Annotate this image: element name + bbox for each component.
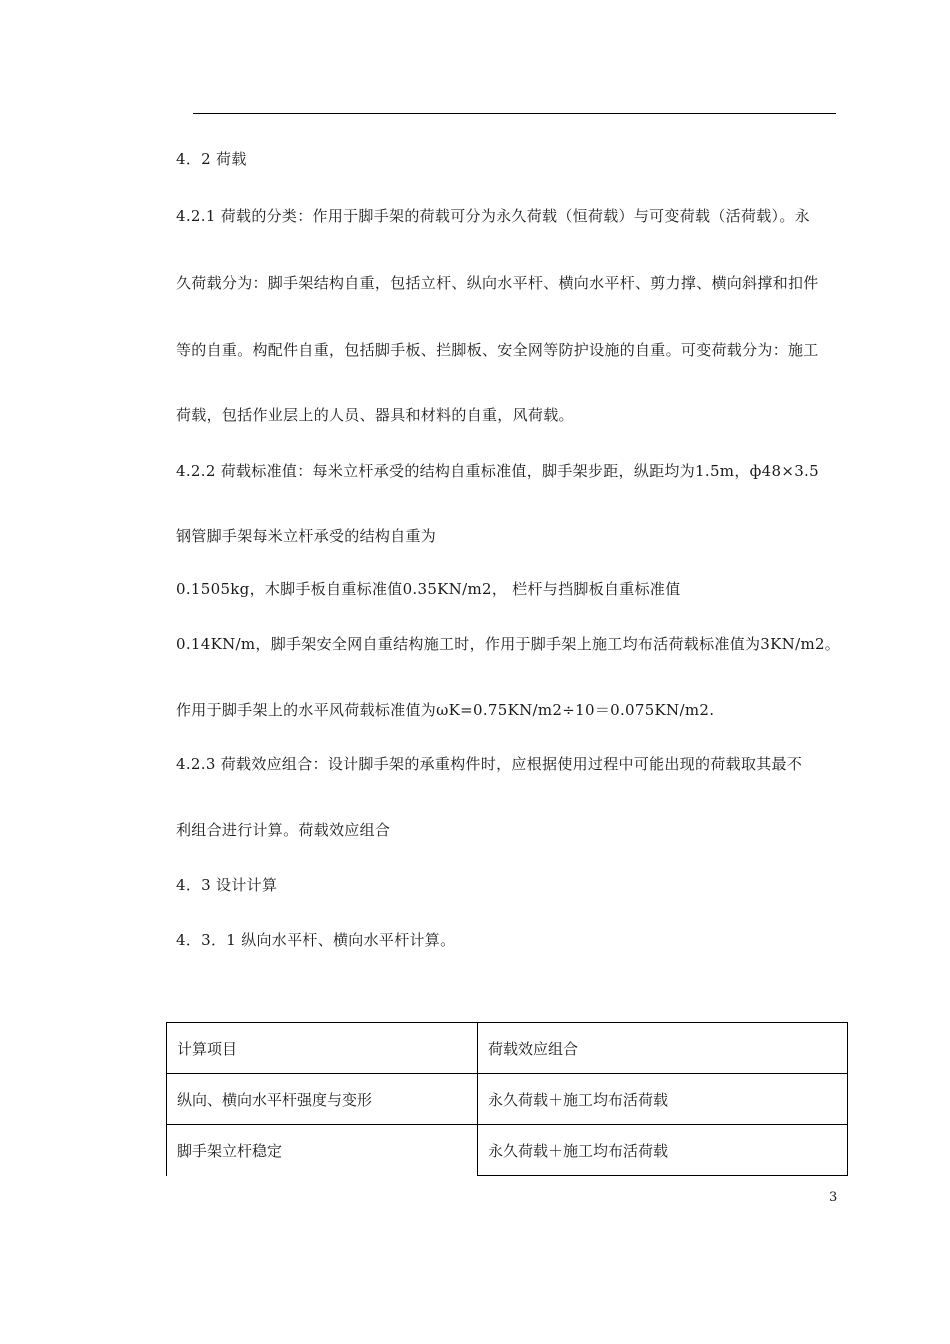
paragraph-4-2-3-line-2: 利组合进行计算。荷载效应组合	[176, 821, 391, 839]
paragraph-4-2-1-line-4: 荷载，包括作业层上的人员、器具和材料的自重，风荷载。	[176, 406, 574, 424]
paragraph-4-2-3-line-1: 4.2.3 荷载效应组合：设计脚手架的承重构件时，应根据使用过程中可能出现的荷载取其最不	[176, 755, 803, 773]
table-header-cell: 荷载效应组合	[478, 1023, 848, 1074]
table-cell: 脚手架立杆稳定	[167, 1125, 478, 1176]
paragraph-4-2-1-line-1: 4.2.1 荷载的分类：作用于脚手架的荷载可分为永久荷载（恒荷载）与可变荷载（活荷载）。永	[176, 207, 810, 225]
table-header-row	[167, 1023, 848, 1074]
paragraph-4-2-1-line-3: 等的自重。构配件自重，包括脚手板、拦脚板、安全网等防护设施的自重。可变荷载分为：施工	[176, 341, 819, 359]
table-cell: 纵向、横向水平杆强度与变形	[167, 1074, 478, 1125]
section-heading-4-2: 4．2 荷载	[176, 150, 247, 168]
table-row	[167, 1125, 848, 1176]
table-cell: 永久荷载＋施工均布活荷载	[478, 1125, 848, 1176]
table-cell: 永久荷载＋施工均布活荷载	[478, 1074, 848, 1125]
page-number: 3	[829, 1190, 838, 1205]
paragraph-4-2-2-line-4: 0.14KN/m，脚手架安全网自重结构施工时，作用于脚手架上施工均布活荷载标准值为3KN/m2。	[176, 635, 841, 653]
paragraph-4-2-2-line-2: 钢管脚手架每米立杆承受的结构自重为	[176, 527, 437, 545]
header-rule	[193, 113, 836, 114]
table-row	[167, 1074, 848, 1125]
paragraph-4-2-2-line-3: 0.1505kg，木脚手板自重标准值0.35KN/m2， 栏杆与挡脚板自重标准值	[176, 580, 681, 598]
subsection-heading-4-3-1: 4．3．1 纵向水平杆、横向水平杆计算。	[176, 931, 456, 949]
section-heading-4-3: 4．3 设计计算	[176, 876, 278, 894]
paragraph-4-2-2-line-1: 4.2.2 荷载标准值：每米立杆承受的结构自重标准值，脚手架步距，纵距均为1.5m，ф48×3.5	[176, 462, 819, 480]
paragraph-4-2-2-line-5: 作用于脚手架上的水平风荷载标准值为ωK=0.75KN/m2÷10＝0.075KN/m2.	[176, 701, 715, 719]
table-header-cell: 计算项目	[167, 1023, 478, 1074]
load-combination-table	[166, 1022, 848, 1176]
paragraph-4-2-1-line-2: 久荷载分为：脚手架结构自重，包括立杆、纵向水平杆、横向水平杆、剪力撑、横向斜撑和扣件	[176, 274, 819, 292]
